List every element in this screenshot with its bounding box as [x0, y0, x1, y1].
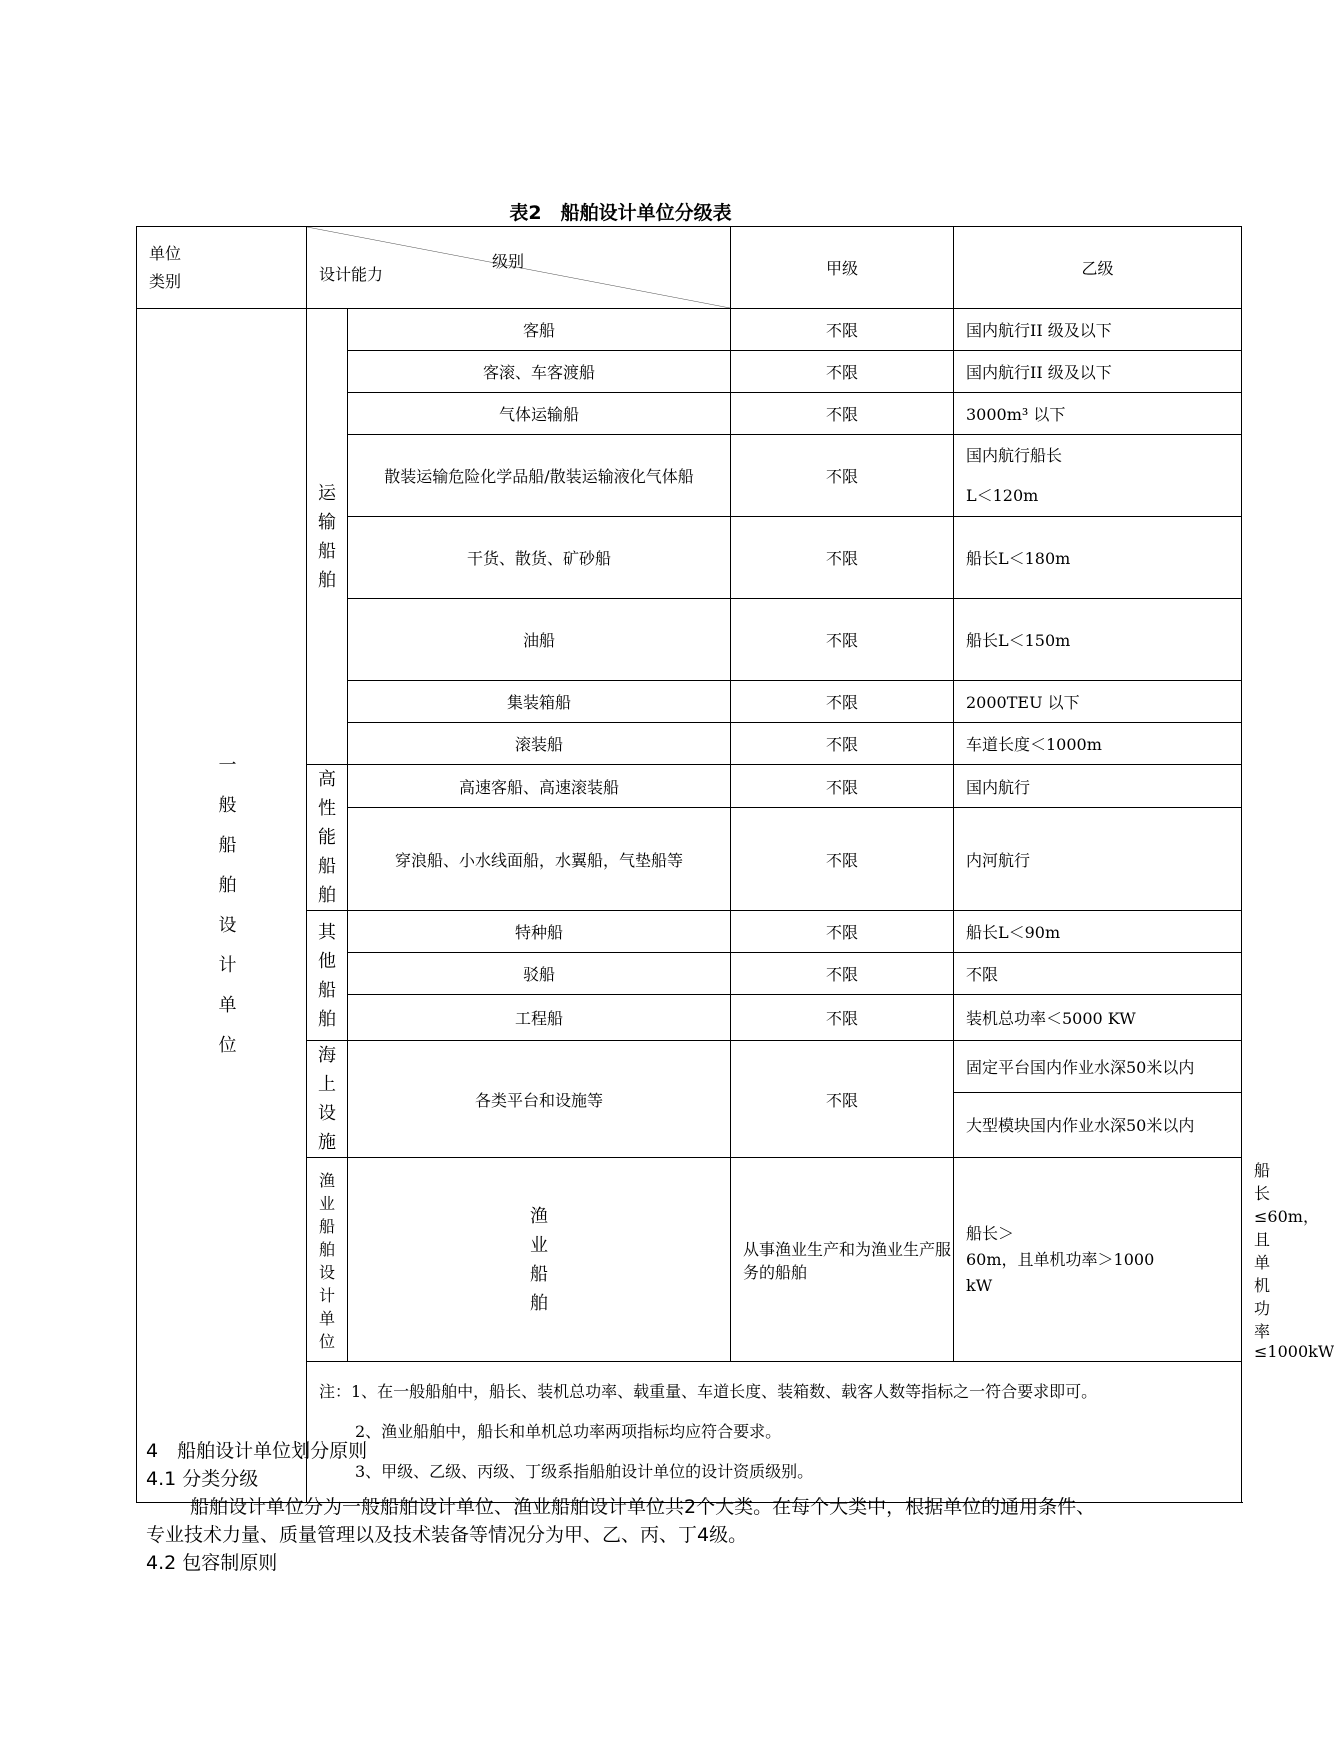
ship-type-cell: 集装箱船	[348, 681, 731, 723]
section-text	[146, 1437, 1106, 1577]
note-line: 注：1、在一般船舶中，船长、装机总功率、载重量、车道长度、装箱数、载客人数等指标之一符合要求即可。	[319, 1382, 1098, 1401]
grade-a-cell: 不限	[731, 723, 954, 765]
section-4-1-heading: 4.1 分类分级	[146, 1468, 259, 1490]
grade-a-cell: 不限	[731, 911, 954, 953]
grade-a-cell: 不限	[731, 351, 954, 393]
group-fishing-ship-units: 渔业船舶设计单位	[307, 1158, 348, 1362]
grade-a-cell: 船长＞ 60m，且单机功率＞1000 kW	[954, 1158, 1242, 1362]
sub-offshore-facilities: 海 上 设 施	[307, 1041, 348, 1158]
grade-b-cell: 大型模块国内作业水深50米以内	[954, 1092, 1242, 1157]
section-4-1-paragraph: 船舶设计单位分为一般船舶设计单位、渔业船舶设计单位共2个大类。在每个大类中，根据单位的通用条件、专业技术力量、质量管理以及技术装备等情况分为甲、乙、丙、丁4级。	[146, 1496, 1096, 1546]
ship-type-cell: 工程船	[348, 995, 731, 1041]
grade-b-cell: 3000m³ 以下	[954, 393, 1242, 435]
grade-a-cell: 不限	[731, 995, 954, 1041]
grade-a-cell: 不限	[731, 517, 954, 599]
ship-type-cell: 滚装船	[348, 723, 731, 765]
grade-a-cell: 不限	[731, 309, 954, 351]
grade-b-cell: 船长L＜90m	[954, 911, 1242, 953]
grade-b-cell: 不限	[954, 953, 1242, 995]
grade-b-cell: 船长L＜180m	[954, 517, 1242, 599]
section-4-heading: 4 船舶设计单位划分原则	[146, 1440, 368, 1462]
ship-type-cell: 气体运输船	[348, 393, 731, 435]
grade-b-cell: 国内航行II 级及以下	[954, 351, 1242, 393]
grade-b-cell: 国内航行	[954, 765, 1242, 808]
ship-type-cell: 穿浪船、小水线面船，水翼船，气垫船等	[348, 808, 731, 911]
sub-other-ships: 其 他 船 舶	[307, 911, 348, 1041]
ship-type-cell: 高速客船、高速滚装船	[348, 765, 731, 808]
section-4-2-heading: 4.2 包容制原则	[146, 1552, 278, 1574]
note-line: 3、甲级、乙级、丙级、丁级系指船舶设计单位的设计资质级别。	[355, 1462, 814, 1481]
grading-table: 单位 类别 级别 设计能力 甲级 乙级 一 般 船 舶 设 计 单 位 运 输 船 舶 客船 不限 国内航行II 级及以下 客滚、车客渡船 不限 国内航行II 级及以下 气体运输船 不限 3000m³ 以下 散装运输危险化学品船/散装运输液化气体船 不限 国内航行船长 L＜120m 干货、散货、矿砂船 不限 船长L＜180m 油船 不限 船长L＜150m 集装箱船 不限 2000TEU 以下 滚装船 不限 车道长度＜1000m 高 性 能 船 舶 高速客船、高速滚装船 不限 国内航行 穿浪船、小水线面船，水翼船，气垫船等 不限 内河航行 其 他 船 舶 特种船 不限 船长L＜90m 驳船 不限 不限 工程船 不限 装机总功率＜5000 KW 海 上 设 施 各类平台和设施等 不限 固定平台国内作业水深50米以内 大型模块国内作业水深50米以内 渔业船舶设计单位 渔 业 船 舶 从事渔业生产和为渔业生产服务的船舶 船长＞ 60m，且单机功率＞1000 kW 船长≤60m，且单机功率≤1000kW 注：1、在一般船舶中，船长、装机总功率、载重量、车道长度、装箱数、载客人数等指标之一符合要求即可。 2、渔业船舶中，船长和单机总功率两项指标均应符合要求。 3、甲级、乙级、丙级、丁级系指船舶设计单位的设计资质级别。	[136, 226, 1242, 1503]
ship-type-cell: 特种船	[348, 911, 731, 953]
grade-b-cell: 装机总功率＜5000 KW	[954, 995, 1242, 1041]
grade-a-cell: 不限	[731, 393, 954, 435]
sub-transport-ships: 运 输 船 舶	[307, 309, 348, 765]
grade-b-cell: 内河航行	[954, 808, 1242, 911]
grade-b-cell: 船长L＜150m	[954, 599, 1242, 681]
ship-type-cell: 客滚、车客渡船	[348, 351, 731, 393]
grade-a-cell: 不限	[731, 1041, 954, 1158]
header-diagonal-cell	[307, 227, 731, 309]
grade-a-cell: 不限	[731, 765, 954, 808]
grade-a-cell: 不限	[731, 681, 954, 723]
ship-type-cell: 散装运输危险化学品船/散装运输液化气体船	[348, 435, 731, 517]
header-grade-label: 级别	[492, 252, 525, 271]
grade-a-cell: 不限	[731, 808, 954, 911]
table-title: 表2 船舶设计单位分级表	[509, 202, 732, 224]
header-unit-category: 单位 类别	[137, 227, 307, 309]
header-grade-a: 甲级	[731, 227, 954, 309]
grade-b-cell: 国内航行II 级及以下	[954, 309, 1242, 351]
group-general-ship-units: 一 般 船 舶 设 计 单 位	[137, 309, 307, 1503]
grade-a-cell: 不限	[731, 953, 954, 995]
note-line: 2、渔业船舶中，船长和单机总功率两项指标均应符合要求。	[355, 1422, 782, 1441]
header-capability-label: 设计能力	[319, 265, 384, 284]
grade-b-cell: 固定平台国内作业水深50米以内	[954, 1041, 1242, 1093]
grade-b-cell: 2000TEU 以下	[954, 681, 1242, 723]
grade-a-cell: 不限	[731, 599, 954, 681]
grade-a-cell: 不限	[731, 435, 954, 517]
header-grade-b: 乙级	[954, 227, 1242, 309]
ship-type-cell: 干货、散货、矿砂船	[348, 517, 731, 599]
grade-b-cell: 国内航行船长 L＜120m	[954, 435, 1242, 517]
ship-type-cell: 客船	[348, 309, 731, 351]
sub-fishing-ships: 渔 业 船 舶	[348, 1158, 731, 1362]
ship-type-cell: 驳船	[348, 953, 731, 995]
ship-type-cell: 从事渔业生产和为渔业生产服务的船舶	[731, 1158, 954, 1362]
ship-type-cell: 油船	[348, 599, 731, 681]
ship-type-cell: 各类平台和设施等	[348, 1041, 731, 1158]
grade-b-cell: 车道长度＜1000m	[954, 723, 1242, 765]
sub-high-performance-ships: 高 性 能 船 舶	[307, 765, 348, 911]
